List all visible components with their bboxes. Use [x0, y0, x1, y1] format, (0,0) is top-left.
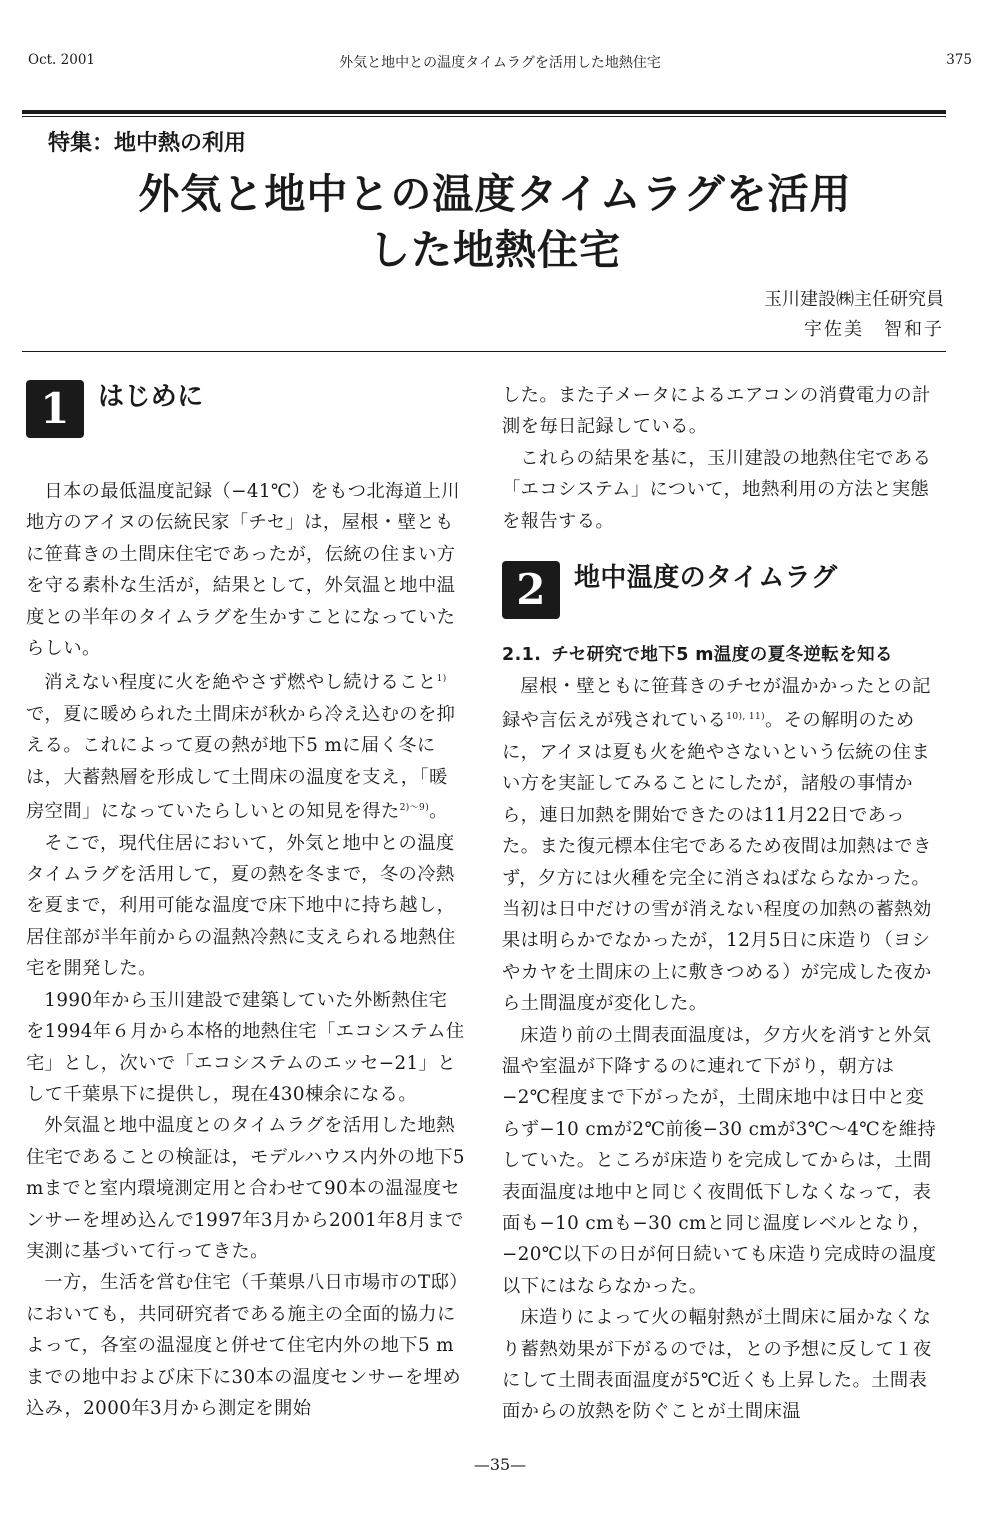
running-header	[28, 52, 972, 76]
feature-label: 特集：地中熱の利用	[48, 131, 247, 156]
citation: 2)〜9)	[399, 803, 430, 814]
running-title: 外気と地中との温度タイムラグを活用した地熱住宅	[339, 55, 661, 71]
subsection-heading	[502, 641, 942, 669]
paragraph: 床造り前の土間表面温度は，夕方火を消すと外気温や室温が下降するのに連れて下がり，朝方は−2℃程度まで下がったが，土間床地中は日中と変らず−10 cmが2℃前後−30 cmが3℃〜4℃を維持していた。ところが床造りを完成してからは，土間表面温度は地中と同じく夜間低下しなくなって，表面も−10 cmも−30 cmと同じ温度レベルとなり，−20℃以下の日が何日続いても床造り完成時の温度以下にはならなかった。	[502, 1024, 937, 1297]
author-name: 宇佐美 智和子	[804, 319, 944, 340]
section-title: 地中温度のタイムラグ	[574, 563, 838, 594]
paragraph: 屋根・壁ともに笹葺きのチセが温かかったとの記録や言伝えが残されている$^{10), 11)}$。その解明のために，アイヌは夏も火を絶やさないという伝統の住まい方を実証してみることにしたが，諸般の事情から，連日加熱を開始できたのは11月22日であった。また復元標本住宅であるため夜間は加熱はできず，夕方には火種を完全に消さねばならなかった。当初は日中だけの雪が消えない程度の加熱の蓄熱効果は明らかでなかったが，12月5日に床造り（ヨシやカヤを土間床の上に敷きつめる）が完成した夜から土間温度が変化した。	[502, 676, 932, 1015]
article-title	[30, 166, 960, 278]
subsection-title: チセ研究で地下5 m温度の夏冬逆転を知る	[551, 645, 893, 666]
header-rule	[22, 110, 946, 117]
page-footer: —35—	[473, 1455, 527, 1474]
citation: 1)	[436, 674, 447, 685]
paragraph: 外気温と地中温度とのタイムラグを活用した地熱住宅であることの検証は，モデルハウス内外の地下5 mまでと室内環境測定用と合わせて90本の温湿度センサーを埋め込んで1997年3月から2001年8月まで実測に基づいて行ってきた。	[26, 1115, 465, 1262]
left-column	[26, 380, 466, 1424]
section-title: はじめに	[98, 382, 204, 412]
citation: 10), 11)	[726, 712, 766, 723]
title-rule	[22, 351, 946, 352]
paragraph: 日本の最低温度記録（−41℃）をもつ北海道上川地方のアイヌの伝統民家「チセ」は，屋根・壁ともに笹葺きの土間床住宅であったが，伝統の住まい方を守る素朴な生活が，結果として，外気温と地中温度との半年のタイムラグを生かすことになっていたらしい。	[26, 481, 460, 660]
section-2-heading	[502, 561, 942, 625]
paragraph: 1990年から玉川建設で建築していた外断熱住宅を1994年６月から本格的地熱住宅「エコシステム住宅」とし，次いで「エコシステムのエッセ−21」として千葉県下に提供し，現在430棟余になる。	[26, 989, 465, 1105]
issue-date: Oct. 2001	[28, 52, 95, 68]
section-1-heading	[26, 380, 466, 458]
paragraph: 床造りによって火の輻射熱が土間床に届かなくなり蓄熱効果が下がるのでは，との予想に反して１夜にして土間表面温度が5℃近くも上昇した。土間表面からの放熱を防ぐことが土間床温	[502, 1307, 932, 1423]
title-line-2: した地熱住宅	[369, 226, 621, 274]
right-column	[502, 380, 942, 1428]
title-line-1: 外気と地中との温度タイムラグを活用	[138, 170, 852, 218]
paragraph: 消えない程度に火を絶やさず燃やし続けること$^{1)}$で，夏に暖められた土間床が秋から冷え込むのを抑える。これによって夏の熱が地下5 mに届く冬には，大蓄熱層を形成して土間床の温度を支え，「暖房空間」になっていたらしいとの知見を得た$^{2)〜9)}$。	[26, 672, 456, 823]
paragraph: そこで，現代住居において，外気と地中との温度タイムラグを活用して，夏の熱を冬まで，冬の冷熱を夏まで，利用可能な温度で床下地中に持ち越し，居住部が半年前からの温熱冷熱に支えられる地熱住宅を開発した。	[26, 832, 456, 980]
paragraph: これらの結果を基に，玉川建設の地熱住宅である「エコシステム」について，地熱利用の方法と実態を報告する。	[502, 447, 932, 532]
section-number-badge: 2	[502, 561, 560, 619]
section-number-badge: 1	[26, 380, 84, 438]
author-affiliation: 玉川建設㈱主任研究員	[764, 289, 944, 310]
journal-page-number: 375	[946, 52, 972, 68]
paragraph: 一方，生活を営む住宅（千葉県八日市場市のT邸）においても，共同研究者である施主の全面的協力によって，各室の温湿度と併せて住宅内外の地下5 mまでの地中および床下に30本の温度センサーを埋め込み，2000年3月から測定を開始	[26, 1272, 462, 1419]
paragraph: した。また子メータによるエアコンの消費電力の計測を毎日記録している。	[502, 385, 931, 438]
subsection-number: 2.1.	[502, 645, 542, 666]
